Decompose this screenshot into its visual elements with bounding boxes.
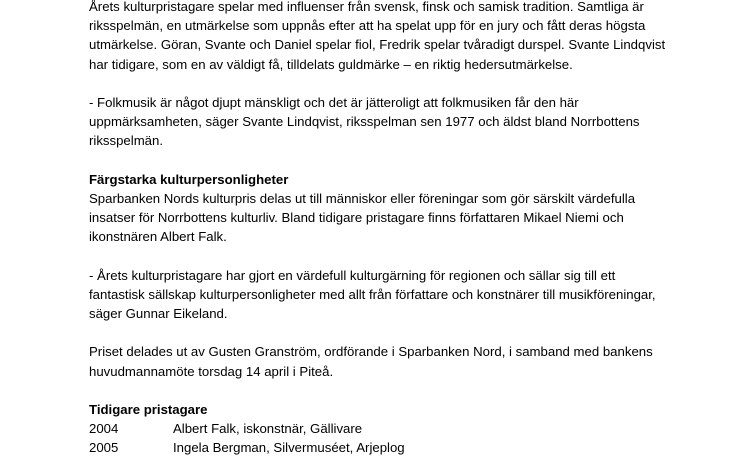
intro-line: Årets kulturpristagare spelar med influenser från svensk, finsk och samisk tradition. Samtliga är [89,0,644,14]
paragraph-spacer [89,381,729,400]
intro-paragraph [89,0,729,74]
section-line: Sparbanken Nords kulturpris delas ut till människor eller föreningar som gör särskilt värdefulla [89,190,636,206]
previous-winners-heading: Tidigare pristagare [89,401,208,417]
winner-year: 2005 [89,440,119,456]
quote-paragraph-eikeland [89,266,729,324]
winner-row [89,438,729,457]
quote-line: uppmärksamheten, säger Svante Lindqvist, riksspelman sen 1977 och äldst bland Norrbottens [89,114,640,130]
paragraph-spacer [89,323,729,342]
winner-row [89,419,729,438]
ceremony-line: Priset delades ut av Gusten Granström, ordförande i Sparbanken Nord, i samband med bankens [89,344,653,360]
quote-line: fantastisk sällskap kulturpersonligheter med allt från författare och konstnärer till musikföreningar, [89,286,656,302]
intro-line: riksspelmän, en utmärkelse som uppnås efter att ha spelat upp för en jury och fått deras högsta [89,18,646,34]
winner-name: Albert Falk, iskonstnär, Gällivare [173,421,363,437]
section-heading: Färgstarka kulturpersonligheter [89,171,289,187]
document-page [89,0,729,458]
intro-line: har tidigare, som en av väldigt få, tilldelats guldmärke – en riktig hedersutmärkelse. [89,56,573,72]
paragraph-spacer [89,246,729,265]
section-line: insatser för Norrbottens kulturliv. Bland tidigare pristagare finns författaren Mikael Niemi och [89,210,624,226]
paragraph-spacer [89,74,729,93]
ceremony-paragraph [89,342,729,380]
paragraph-spacer [89,151,729,170]
intro-line: utmärkelse. Göran, Svante och Daniel spelar fiol, Fredrik spelar tvåradigt durspel. Svante Lindqvist [89,37,666,53]
winner-name: Ingela Bergman, Silvermuséet, Arjeplog [173,440,405,456]
ceremony-line: huvudmannamöte torsdag 14 april i Piteå. [89,363,334,379]
section-kulturpersonligheter [89,170,729,247]
quote-line: säger Gunnar Eikeland. [89,306,228,321]
quote-paragraph-folkmusik [89,93,729,151]
winner-year: 2004 [89,421,119,437]
previous-winners-section [89,400,729,458]
quote-line: - Årets kulturpristagare har gjort en värdefull kulturgärning för regionen och sällar sig till ett [89,267,616,283]
section-line: ikonstnären Albert Falk. [89,229,227,245]
quote-line: riksspelmän. [89,133,164,149]
quote-line: - Folkmusik är något djupt mänskligt och det är jätteroligt att folkmusiken får den här [89,94,579,110]
